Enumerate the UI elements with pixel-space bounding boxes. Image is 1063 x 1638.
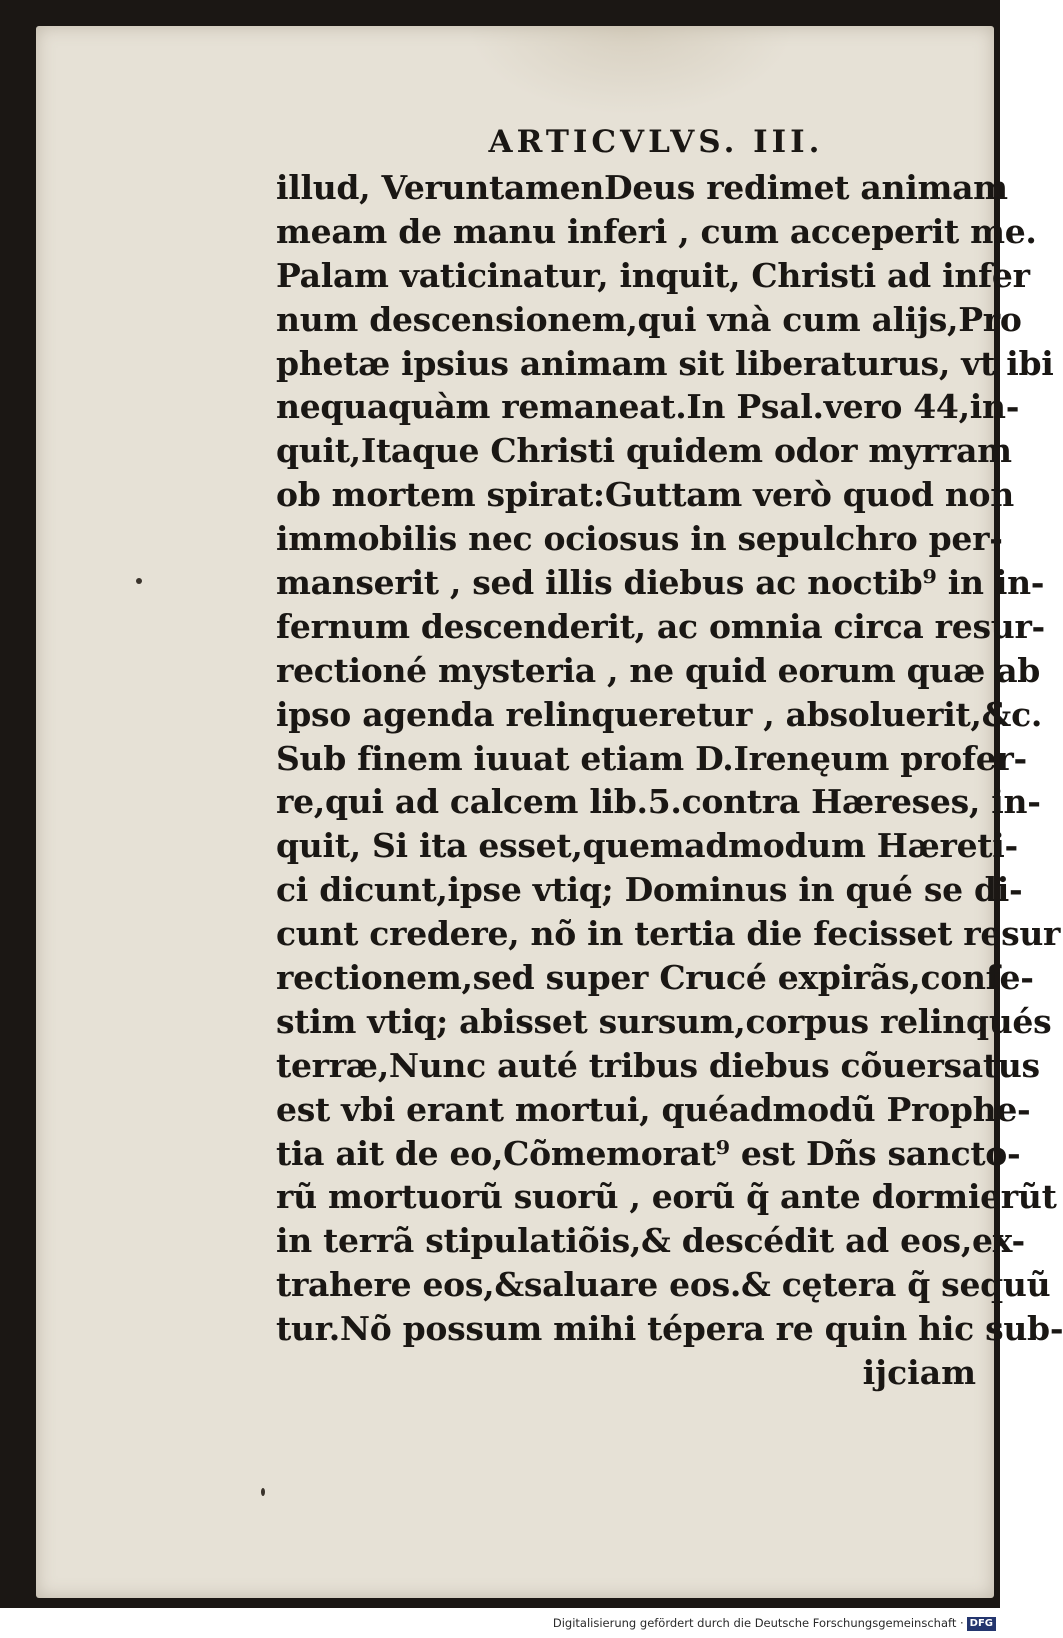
text-line: Palam vaticinatur, inquit, Christi ad infer bbox=[276, 255, 1030, 295]
text-line: num descensionem,qui vnà cum alijs,Pro bbox=[276, 299, 1022, 339]
text-line: est vbi erant mortui, quéadmodũ Prophe- bbox=[276, 1089, 1031, 1129]
paper-stain bbox=[466, 26, 796, 116]
ink-speck bbox=[261, 1488, 265, 1496]
text-line: quit, Si ita esset,quemadmodum Hæreti- bbox=[276, 826, 1018, 866]
text-line: trahere eos,&saluare eos.& cętera q̃ sequũ bbox=[276, 1265, 1051, 1305]
running-head: ARTICVLVS. III. bbox=[488, 124, 824, 160]
text-line: terræ,Nunc auté tribus diebus cõuersatus bbox=[276, 1045, 1040, 1085]
text-line: tia ait de eo,Cõmemorat⁹ est Dñs sancto- bbox=[276, 1133, 1021, 1173]
text-line: rectionem,sed super Crucé expirãs,confe- bbox=[276, 958, 1034, 998]
book-page bbox=[36, 26, 1063, 1598]
text-block bbox=[276, 118, 1063, 1395]
catchword: ijciam bbox=[862, 1353, 976, 1393]
text-line: nequaquàm remaneat.In Psal.vero 44,in- bbox=[276, 387, 1020, 427]
text-line: illud, VeruntamenDeus redimet animam bbox=[276, 168, 1008, 207]
text-lines bbox=[276, 166, 1063, 1351]
dfg-logo: DFG bbox=[967, 1617, 996, 1631]
text-line: fernum descenderit, ac omnia circa resur- bbox=[276, 606, 1045, 646]
text-line: stim vtiq; abisset sursum,corpus relinqués bbox=[276, 1001, 1052, 1041]
text-line: tur.Nõ possum mihi tépera re quin hic sub- bbox=[276, 1309, 1063, 1349]
text-line: Sub finem iuuat etiam D.Irenęum profer- bbox=[276, 738, 1027, 778]
text-line: quit,Itaque Christi quidem odor myrram bbox=[276, 431, 1012, 471]
text-line: cunt credere, nõ in tertia die fecisset resur bbox=[276, 914, 1061, 954]
text-line: immobilis nec ociosus in sepulchro per- bbox=[276, 519, 1003, 559]
text-line: ob mortem spirat:Guttam verò quod non bbox=[276, 475, 1014, 515]
text-line: ci dicunt,ipse vtiq; Dominus in qué se di- bbox=[276, 870, 1023, 910]
digitization-credit bbox=[0, 1612, 1000, 1634]
text-line: rectioné mysteria , ne quid eorum quæ ab bbox=[276, 650, 1041, 690]
text-line: re,qui ad calcem lib.5.contra Hæreses, in- bbox=[276, 782, 1041, 822]
ink-speck bbox=[136, 578, 142, 584]
text-line: meam de manu inferi , cum acceperit me. bbox=[276, 211, 1037, 251]
text-line: in terrã stipulatiõis,& descédit ad eos,ex- bbox=[276, 1221, 1025, 1261]
text-line: ipso agenda relinqueretur , absoluerit,&c. bbox=[276, 694, 1043, 734]
text-line: rũ mortuorũ suorũ , eorũ q̃ ante dormierũt bbox=[276, 1177, 1057, 1217]
text-line: phetæ ipsius animam sit liberaturus, vt ibi bbox=[276, 343, 1054, 383]
text-line: manserit , sed illis diebus ac noctib⁹ in in- bbox=[276, 563, 1045, 603]
credit-text: Digitalisierung gefördert durch die Deutsche Forschungsgemeinschaft · bbox=[552, 1616, 964, 1630]
